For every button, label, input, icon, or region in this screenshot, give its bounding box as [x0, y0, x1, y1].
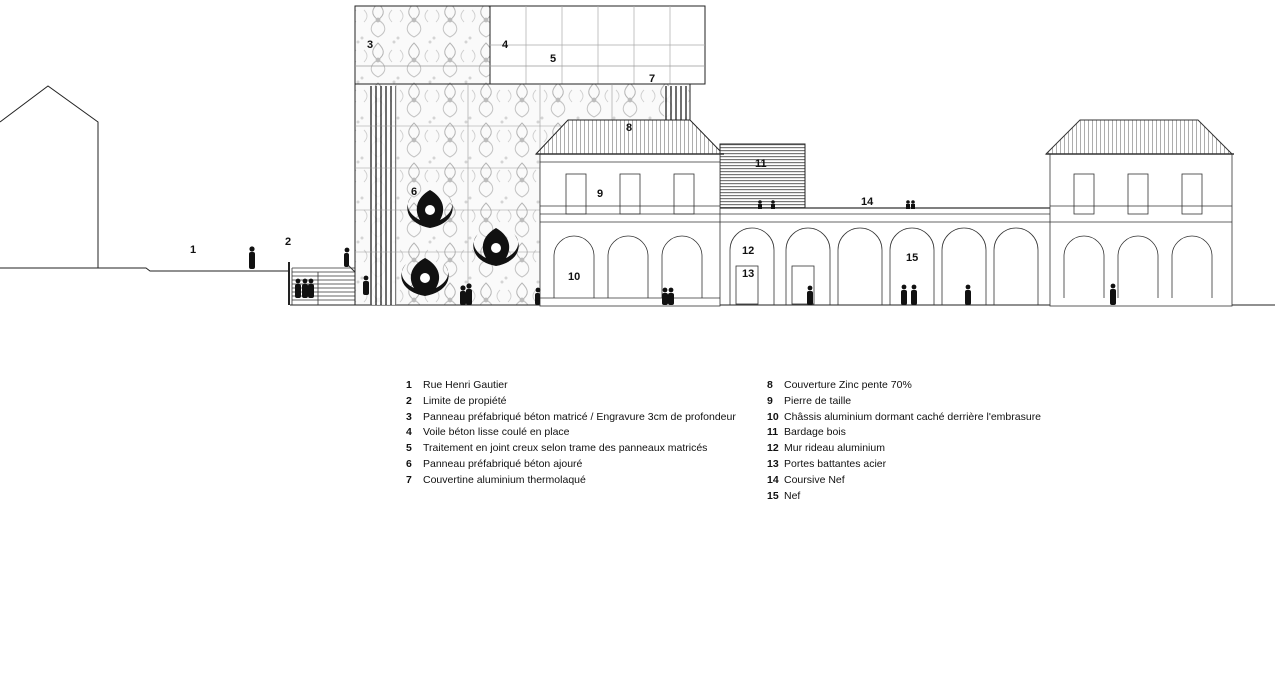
legend-item-text: Rue Henri Gautier	[423, 379, 508, 391]
neighbour-house	[0, 86, 98, 268]
callout-9: 9	[597, 188, 604, 200]
callout-4: 4	[502, 39, 509, 51]
legend-item	[767, 441, 1041, 457]
legend-item-text: Bardage bois	[784, 426, 846, 439]
legend-item	[406, 425, 736, 441]
legend-item	[767, 457, 1041, 473]
legend-item-number: 4	[406, 426, 412, 439]
legend-item	[406, 410, 736, 426]
legend-item-number: 6	[406, 457, 412, 470]
historic-pavilion	[536, 154, 724, 306]
legend-item-number: 12	[767, 442, 779, 455]
legend-item-number: 15	[767, 489, 779, 502]
legend-item	[406, 457, 736, 473]
legend-item-text: Panneau préfabriqué béton ajouré	[423, 457, 583, 470]
callout-12: 12	[742, 245, 755, 257]
right-pavilion	[1046, 120, 1234, 306]
legend-item-text: Couverture Zinc pente 70%	[784, 379, 912, 391]
legend-item-text: Limite de propiété	[423, 394, 507, 407]
legend-item-number: 3	[406, 410, 412, 423]
legend-item-text: Châssis aluminium dormant caché derrière l'embrasure	[784, 410, 1042, 423]
callout-10: 10	[568, 271, 581, 283]
legend-item	[767, 394, 1041, 410]
legend-item-number: 8	[767, 379, 773, 391]
callout-8: 8	[626, 122, 633, 134]
legend-item-text: Portes battantes acier	[784, 457, 887, 470]
callout-5: 5	[550, 53, 557, 65]
legend-item-text: Voile béton lisse coulé en place	[423, 426, 570, 439]
legend-item	[767, 473, 1041, 489]
legend-item	[767, 425, 1041, 441]
legend-item-number: 1	[406, 379, 412, 391]
callout-11: 11	[755, 158, 767, 170]
legend-item-text: Coursive Nef	[784, 473, 845, 486]
legend-item-number: 7	[406, 473, 412, 486]
legend-item-number: 5	[406, 442, 412, 455]
legend-item-number: 10	[767, 410, 779, 423]
legend-item-text: Mur rideau aluminium	[784, 442, 885, 455]
legend-item-number: 13	[767, 457, 779, 470]
legend-item-text: Couvertine aluminium thermolaqué	[423, 473, 586, 486]
callout-13: 13	[742, 268, 755, 280]
legend-item	[406, 378, 736, 394]
legend-item-text: Nef	[784, 489, 801, 502]
elevation-drawing	[0, 0, 1280, 340]
legend-item-text: Traitement en joint creux selon trame des panneaux matricés	[423, 442, 708, 455]
legend-item-text: Pierre de taille	[784, 394, 852, 407]
callout-15: 15	[906, 252, 919, 264]
legend-item-number: 9	[767, 394, 773, 407]
legend-item-number: 14	[767, 473, 779, 486]
legend-item	[767, 410, 1041, 426]
legend-item-number: 2	[406, 394, 412, 407]
legend-item-text: Panneau préfabriqué béton matricé / Engravure 3cm de profondeur	[423, 410, 736, 423]
callout-7: 7	[649, 73, 656, 85]
legend-item	[767, 378, 1041, 394]
legend-item	[406, 394, 736, 410]
legend-item	[767, 489, 1041, 505]
legend-item-number: 11	[767, 426, 779, 439]
callout-3: 3	[367, 39, 374, 51]
callout-14: 14	[861, 196, 874, 208]
legend-left-column	[406, 378, 736, 489]
callout-2: 2	[285, 236, 292, 248]
nave-arcade	[720, 208, 1050, 305]
callout-1: 1	[190, 244, 197, 256]
legend-right-column	[767, 378, 1041, 504]
callout-6: 6	[411, 186, 418, 198]
legend-item	[406, 441, 736, 457]
legend-item	[406, 473, 736, 489]
wood-cladding	[720, 144, 805, 208]
